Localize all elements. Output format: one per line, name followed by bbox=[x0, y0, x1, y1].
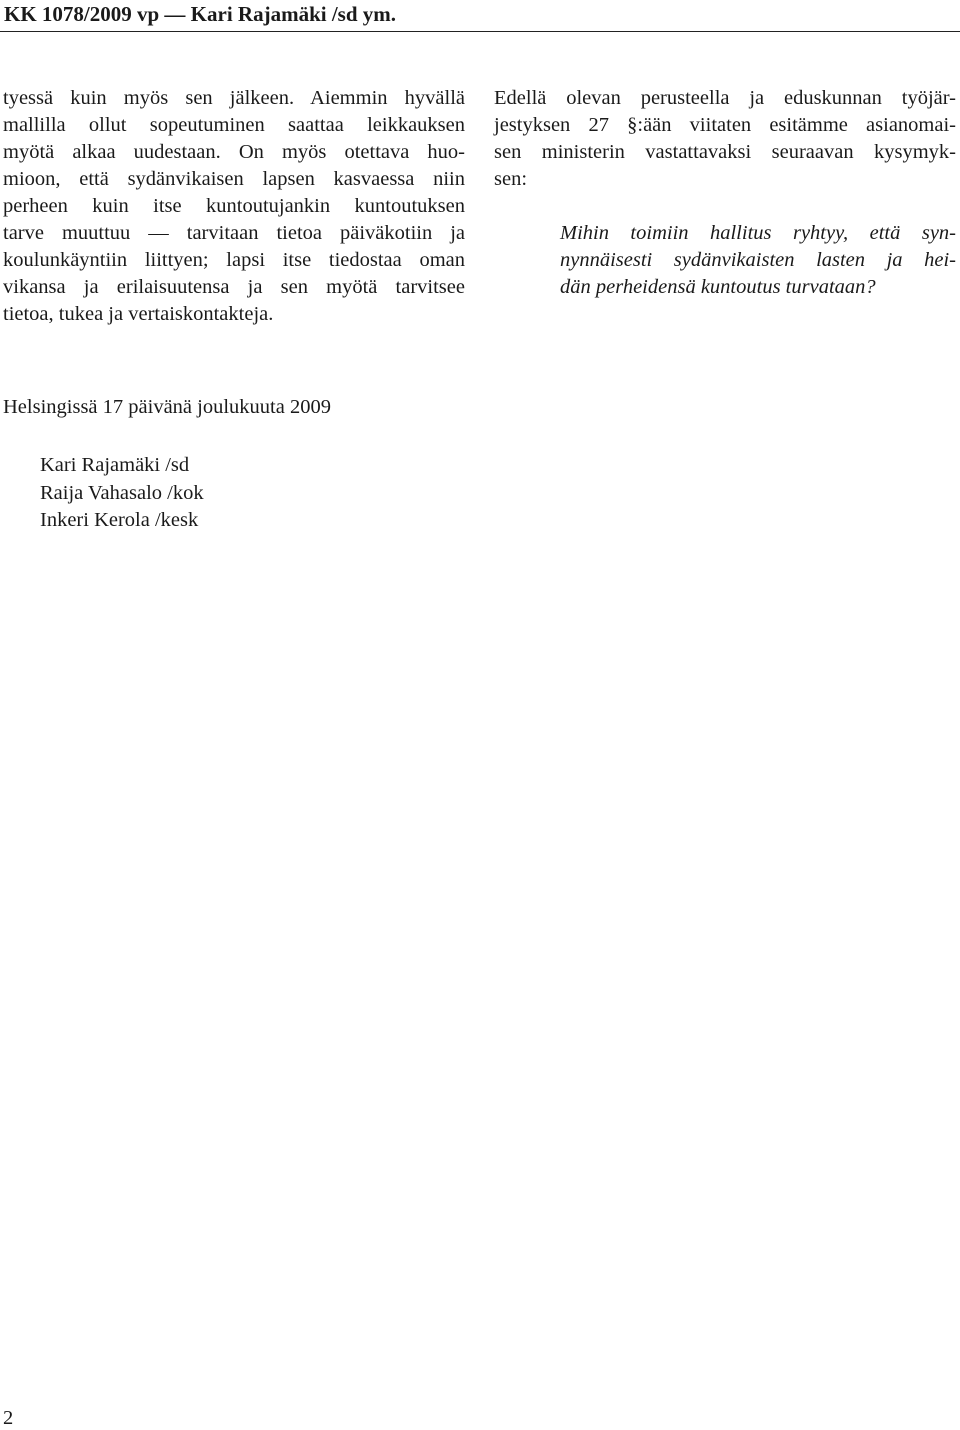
left-text-line: mallilla ollut sopeutuminen saattaa leikkauksen bbox=[3, 114, 465, 136]
signers-list bbox=[40, 452, 204, 535]
written-question bbox=[560, 220, 956, 301]
right-text-line: sen ministerin vastattavaksi seuraavan kysymyk- bbox=[494, 141, 956, 163]
left-text-line: tarve muuttuu — tarvitaan tietoa päiväkotiin ja bbox=[3, 222, 465, 244]
signer-name: Inkeri Kerola /kesk bbox=[40, 509, 199, 531]
left-text-line: tietoa, tukea ja vertaiskontakteja. bbox=[3, 303, 274, 325]
document-header: KK 1078/2009 vp — Kari Rajamäki /sd ym. bbox=[4, 2, 397, 26]
left-text-line: koulunkäyntiin liittyen; lapsi itse tiedostaa oman bbox=[3, 249, 465, 271]
signer-name: Kari Rajamäki /sd bbox=[40, 454, 190, 476]
question-line: dän perheidensä kuntoutus turvataan? bbox=[560, 276, 876, 298]
page-number: 2 bbox=[3, 1407, 14, 1429]
right-text-line: jestyksen 27 §:ään viitaten esitämme asianomai- bbox=[494, 114, 956, 136]
right-text-line: sen: bbox=[494, 168, 528, 190]
signer-name: Raija Vahasalo /kok bbox=[40, 481, 204, 504]
right-column-text bbox=[494, 85, 956, 193]
place-and-date: Helsingissä 17 päivänä joulukuuta 2009 bbox=[3, 396, 331, 418]
left-text-line: perheen kuin itse kuntoutujankin kuntoutuksen bbox=[3, 195, 465, 217]
right-text-line: Edellä olevan perusteella ja eduskunnan työjär- bbox=[494, 87, 956, 109]
question-line: Mihin toimiin hallitus ryhtyy, että syn- bbox=[560, 222, 956, 244]
left-text-line: myötä alkaa uudestaan. On myös otettava huo- bbox=[3, 141, 465, 163]
header-divider bbox=[0, 31, 960, 32]
left-text-line: vikansa ja erilaisuutensa ja sen myötä tarvitsee bbox=[3, 276, 465, 298]
left-text-line: tyessä kuin myös sen jälkeen. Aiemmin hyvällä bbox=[3, 87, 465, 109]
question-line: nynnäisesti sydänvikaisten lasten ja hei- bbox=[560, 249, 956, 271]
left-text-line: mioon, että sydänvikaisen lapsen kasvaessa niin bbox=[3, 168, 465, 190]
left-column-text bbox=[3, 85, 465, 328]
